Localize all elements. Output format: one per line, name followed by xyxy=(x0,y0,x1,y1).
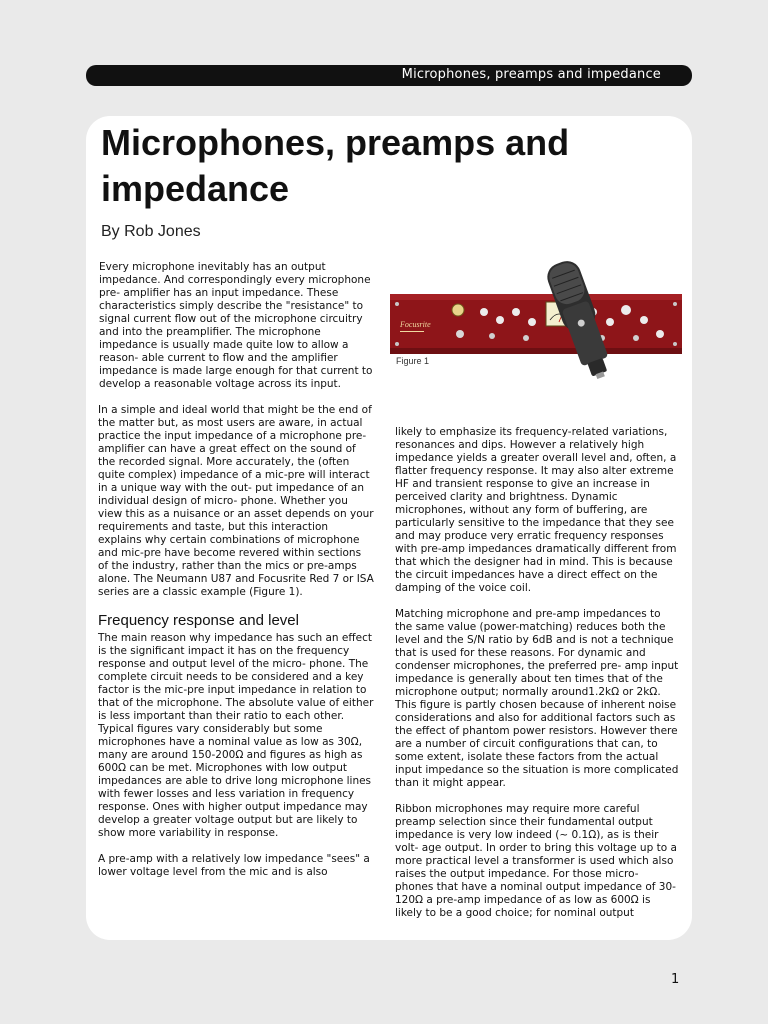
left-column xyxy=(98,261,374,892)
paragraph: Every microphone inevitably has an output impedance. And correspondingly every microphone pre- amplifier has an input impedance. These characteristics simply describe the "resistance" to signal current flow out of the microphone circuitry and into the preamplifier. The microphone impedance is usually made quite low to allow a reason- able current to flow and the amplifier impedance is made large enough for that current to develop a reasonable voltage across its input. xyxy=(99,261,373,390)
page-number: 1 xyxy=(671,972,680,987)
right-column xyxy=(395,426,679,933)
article-card xyxy=(86,116,692,940)
section-heading: Frequency response and level xyxy=(98,612,299,629)
article-title: Microphones, preamps and impedance xyxy=(101,122,570,209)
running-header-title: Microphones, preamps and impedance xyxy=(401,67,661,82)
running-header xyxy=(86,65,692,86)
preamp-brand-label: Focusrite xyxy=(400,320,431,329)
preamp-microphone-illustration xyxy=(388,250,682,390)
preamp-front-panel xyxy=(390,294,682,354)
paragraph: The main reason why impedance has such an effect is the significant impact it has on the frequency response and output level of the micro- phone. The complete circuit needs to be considered and a key factor is the mic-pre input impedance in relation to that of the microphone. The absolute value of either is less important than their ratio to each other. Typical figures vary considerably but some microphones have a nominal value as low as 30Ω, many are around 150-200Ω and figures as high as 600Ω can be met. Microphones with low output impedances are able to drive long microphone lines with fewer losses and less variation in frequency response. Ones with higher output impedance may develop a greater voltage output but are likely to show more variability in response. xyxy=(98,632,374,839)
figure-1 xyxy=(388,250,682,390)
article-byline: By Rob Jones xyxy=(101,223,201,240)
figure-caption: Figure 1 xyxy=(396,356,430,366)
paragraph: Matching microphone and pre-amp impedances to the same value (power-matching) reduces both the level and the S/N ratio by 6dB and is not a technique that is used for these reasons. For dynamic and condenser microphones, the preferred pre- amp input impedance is generally about ten times that of the microphone output; normally around1.2kΩ or 2kΩ. This figure is partly chosen because of inherent noise considerations and also for additional factors such as the effect of phantom power resistors. However there are a number of circuit configurations that can, to some extent, isolate these factors from the actual input impedance so the situation is more complicated than it might appear. xyxy=(395,608,679,789)
paragraph: In a simple and ideal world that might be the end of the matter but, as most users are aware, in actual practice the input impedance of a microphone pre-amplifier can have a great effect on the sound of the recorded signal. More accurately, the (often quite complex) impedance of a mic-pre will interact in a unique way with the out- put impedance of an individual design of micro- phone. Whether you view this as a nuisance or an asset depends on your requirements and taste, but this interaction explains why certain combinations of microphone and mic-pre have become revered within sections of the industry, rather than the mics or pre-amps alone. The Neumann U87 and Focusrite Red 7 or ISA series are a classic example (Figure 1). xyxy=(98,404,374,598)
paragraph: A pre-amp with a relatively low impedance "sees" a lower voltage level from the mic and is also xyxy=(98,853,370,878)
paragraph: likely to emphasize its frequency-related variations, resonances and dips. However a relatively high impedance yields a greater overall level and, often, a flatter frequency response. It may also alter extreme HF and transient response to give an increase in perceived clarity and brightness. Dynamic microphones, without any form of buffering, are particularly sensitive to the impedance that they see and may produce very erratic frequency responses with pre-amp impedances dramatically different from that which the designer had in mind. This is because the circuit impedances have a direct effect on the damping of the voice coil. xyxy=(395,426,677,594)
paragraph: Ribbon microphones may require more careful preamp selection since their fundamental output impedance is very low indeed (~ 0.1Ω), as is their volt- age output. In order to bring this voltage up to a more practical level a transformer is used which also raises the output impedance. For those micro- phones that have a nominal output impedance of 30-120Ω a pre-amp impedance of as low as 600Ω is likely to be a good choice; for nominal output xyxy=(395,803,677,919)
